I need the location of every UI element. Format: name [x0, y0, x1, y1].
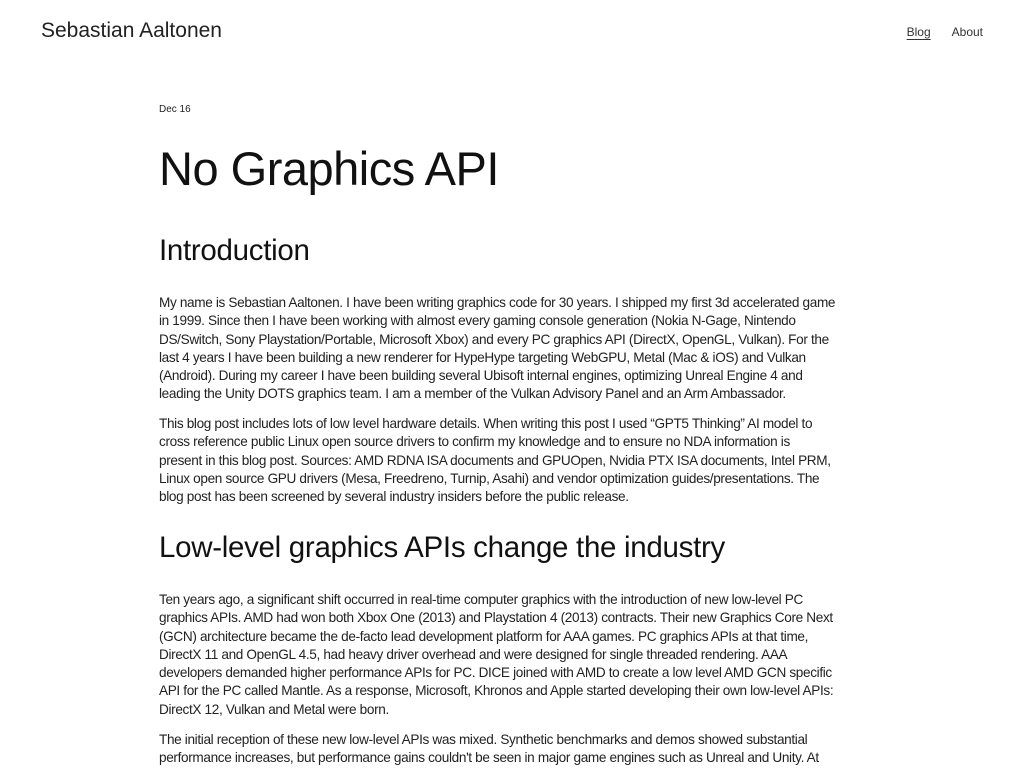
paragraph-line: developers demanded higher performance APIs for PC. DICE joined with AMD to create a low level AMD GCN specific	[159, 665, 832, 681]
paragraph-line: DirectX 11 and OpenGL 4.5, had heavy driver overhead and were designed for single threaded rendering. AAA	[159, 646, 788, 662]
section-heading: Low-level graphics APIs change the industry	[159, 531, 725, 564]
paragraph-line: Linux open source GPU drivers (Mesa, Freedreno, Turnip, Asahi) and vendor optimization guides/presentations. The	[159, 470, 820, 486]
top-nav	[907, 25, 983, 39]
paragraph-line: (GCN) architecture became the de-facto lead development platform for AAA games. PC graphics APIs at that time,	[159, 628, 809, 644]
post-title: No Graphics API	[159, 142, 499, 195]
paragraph-line: performance increases, but performance gains couldn't be seen in major game engines such as Unreal and Unity. At	[159, 750, 819, 766]
paragraph-line: My name is Sebastian Aaltonen. I have been writing graphics code for 30 years. I shipped my first 3d accelerated game	[159, 295, 836, 310]
paragraph-line: DirectX 12, Vulkan and Metal were born.	[159, 701, 389, 717]
section-heading: Introduction	[159, 234, 310, 267]
paragraph-line: last 4 years I have been building a new renderer for HypeHype targeting WebGPU, Metal (Mac & iOS) and Vulkan	[159, 349, 806, 365]
paragraph-line: present in this blog post. Sources: AMD RDNA ISA documents and GPUOpen, Nvidia PTX ISA documents, Intel PRM,	[159, 452, 831, 468]
paragraph	[159, 591, 833, 719]
post-date: Dec 16	[159, 104, 191, 115]
paragraph-line: The initial reception of these new low-level APIs was mixed. Synthetic benchmarks and demos showed substantial	[159, 732, 808, 747]
paragraph-line: leading the Unity DOTS graphics team. I am a member of the Vulkan Advisory Panel and an Arm Ambassador.	[159, 386, 786, 402]
paragraph-line: cross reference public Linux open source drivers to confirm my knowledge and to ensure no NDA information is	[159, 434, 790, 450]
paragraph	[159, 731, 819, 768]
paragraph-line: DS/Switch, Sony Playstation/Portable, Microsoft Xbox) and every PC graphics API (DirectX, OpenGL, Vulkan). For the	[159, 331, 829, 347]
paragraph	[159, 294, 835, 404]
paragraph-line: API for the PC called Mantle. As a response, Microsoft, Khronos and Apple started developing their own low-level APIs:	[159, 683, 834, 699]
nav-about[interactable]: About	[951, 25, 983, 39]
paragraph-line: This blog post includes lots of low level hardware details. When writing this post I used “GPT5 Thinking” AI model to	[159, 416, 813, 431]
nav-blog[interactable]: Blog	[906, 25, 931, 39]
paragraph-line: graphics APIs. AMD had won both Xbox One (2013) and Playstation 4 (2013) contracts. Their new Graphics Core Next	[159, 610, 833, 626]
site-title[interactable]: Sebastian Aaltonen	[41, 19, 222, 42]
paragraph-line: Ten years ago, a significant shift occurred in real-time computer graphics with the introduction of new low-level PC	[159, 592, 803, 607]
paragraph-line: blog post has been screened by several industry insiders before the public release.	[159, 489, 629, 505]
paragraph-line: in 1999. Since then I have been working with almost every gaming console generation (Nokia N-Gage, Nintendo	[159, 313, 796, 329]
paragraph-line: (Android). During my career I have been building several Ubisoft internal engines, optimizing Unreal Engine 4 and	[159, 368, 803, 384]
paragraph	[159, 415, 831, 506]
